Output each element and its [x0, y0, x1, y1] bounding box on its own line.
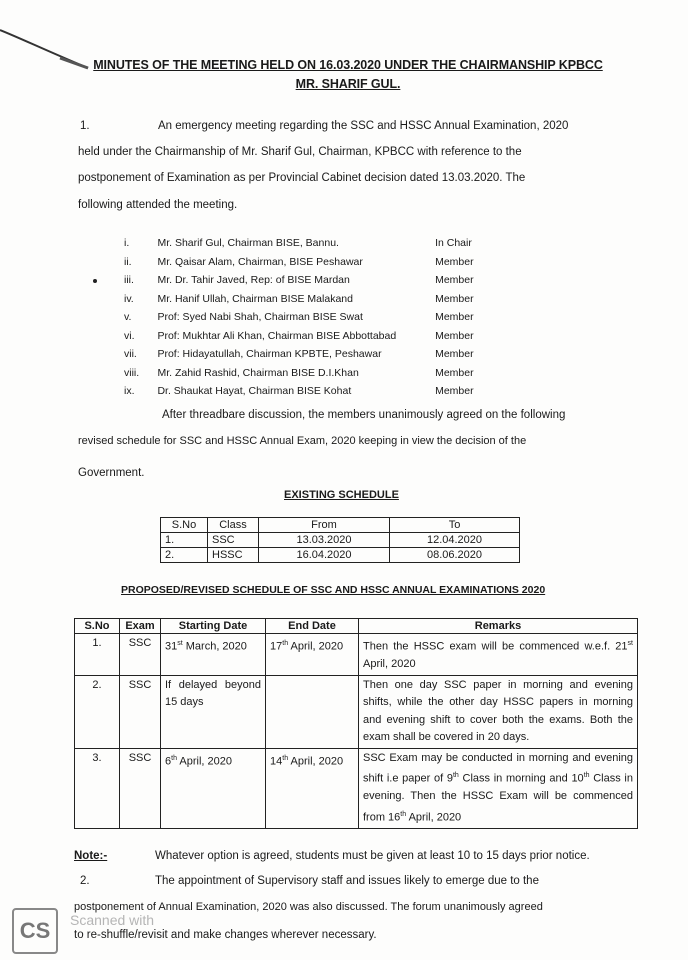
attendee-num: vii.	[124, 348, 137, 361]
table-cell: Then the HSSC exam will be commenced w.e.f. 21st April, 2020	[359, 634, 638, 676]
table-row	[75, 748, 638, 828]
table-cell: SSC	[208, 533, 259, 548]
attendee-role: Member	[435, 348, 474, 361]
para2-line3: Government.	[78, 467, 145, 479]
table-row	[161, 548, 520, 563]
col-header: To	[390, 518, 520, 533]
proposed-schedule-title: PROPOSED/REVISED SCHEDULE OF SSC AND HSSC ANNUAL EXAMINATIONS 2020	[121, 584, 546, 596]
table-cell: Then one day SSC paper in morning and evening shifts, while the other day HSSC papers in morning and evening shift to cover both the exams. Both the exam shall be covered in 20 days.	[359, 675, 638, 748]
attendee-role: Member	[435, 385, 474, 398]
table-row	[75, 634, 638, 676]
attendee-name: Prof: Mukhtar Ali Khan, Chairman BISE Abbottabad	[157, 329, 397, 342]
para3-line2: postponement of Annual Examination, 2020 was also discussed. The forum unanimously agreed	[74, 901, 543, 913]
attendee-num: v.	[124, 311, 132, 324]
table-cell: 14th April, 2020	[266, 748, 359, 828]
col-header: Class	[208, 518, 259, 533]
existing-schedule-table	[160, 517, 520, 563]
attendee-name: Mr. Sharif Gul, Chairman BISE, Bannu.	[157, 237, 339, 250]
para1-line2: held under the Chairmanship of Mr. Sharif Gul, Chairman, KPBCC with reference to the	[78, 146, 522, 158]
col-header: From	[259, 518, 390, 533]
attendee-name: Mr. Dr. Tahir Javed, Rep: of BISE Mardan	[157, 274, 350, 287]
para1-line1: An emergency meeting regarding the SSC and HSSC Annual Examination, 2020	[158, 120, 569, 132]
attendee-name: Mr. Zahid Rashid, Chairman BISE D.I.Khan	[157, 366, 359, 379]
attendee-name: Mr. Qaisar Alam, Chairman, BISE Peshawar	[157, 255, 363, 268]
attendee-role: Member	[435, 292, 474, 305]
table-cell: 2.	[161, 548, 208, 563]
attendee-row	[124, 364, 504, 383]
table-header-row	[75, 619, 638, 634]
table-cell: If delayed beyond 15 days	[161, 675, 266, 748]
camscanner-logo-icon: CS	[12, 908, 58, 954]
attendee-num: iv.	[124, 292, 134, 305]
table-cell: 1.	[161, 533, 208, 548]
attendee-row	[124, 327, 504, 346]
attendee-row	[124, 345, 504, 364]
attendee-row	[124, 290, 504, 309]
col-header: Remarks	[359, 619, 638, 634]
table-cell: 2.	[75, 675, 120, 748]
para1-line3: postponement of Examination as per Provincial Cabinet decision dated 13.03.2020. The	[78, 172, 526, 184]
minutes-title: MINUTES OF THE MEETING HELD ON 16.03.2020 UNDER THE CHAIRMANSHIP KPBCC MR. SHARIF GUL.	[93, 58, 603, 91]
table-cell: 13.03.2020	[259, 533, 390, 548]
table-cell: 08.06.2020	[390, 548, 520, 563]
table-cell: 12.04.2020	[390, 533, 520, 548]
attendee-num: ix.	[124, 385, 135, 398]
para1-number: 1.	[80, 120, 90, 132]
table-header-row	[161, 518, 520, 533]
para2-line1: After threadbare discussion, the members unanimously agreed on the following	[162, 409, 566, 421]
col-header: S.No	[161, 518, 208, 533]
col-header: Exam	[120, 619, 161, 634]
attendee-row	[124, 253, 504, 272]
attendee-role: In Chair	[435, 237, 472, 250]
table-cell: SSC	[120, 634, 161, 676]
table-cell: SSC	[120, 748, 161, 828]
table-cell	[266, 675, 359, 748]
table-row	[75, 675, 638, 748]
attendee-name: Prof: Syed Nabi Shah, Chairman BISE Swat	[157, 311, 363, 324]
attendee-row	[124, 271, 504, 290]
col-header: S.No	[75, 619, 120, 634]
table-cell: 3.	[75, 748, 120, 828]
attendee-num: i.	[124, 237, 130, 250]
attendee-role: Member	[435, 274, 474, 287]
table-cell: SSC	[120, 675, 161, 748]
table-cell: HSSC	[208, 548, 259, 563]
attendee-num: ii.	[124, 255, 132, 268]
note-label: Note:-	[74, 850, 108, 862]
existing-schedule-title: EXISTING SCHEDULE	[284, 489, 399, 501]
proposed-schedule-table	[74, 618, 638, 829]
attendee-row	[124, 382, 504, 401]
attendee-role: Member	[435, 329, 474, 342]
attendee-role: Member	[435, 366, 474, 379]
table-cell: 1.	[75, 634, 120, 676]
para1-line4: following attended the meeting.	[78, 199, 238, 211]
table-row	[161, 533, 520, 548]
torn-corner-mark	[0, 20, 90, 80]
para2-line2: revised schedule for SSC and HSSC Annual Exam, 2020 keeping in view the decision of the	[78, 435, 527, 447]
para3-line1: The appointment of Supervisory staff and issues likely to emerge due to the	[155, 875, 539, 887]
table-cell: SSC Exam may be conducted in morning and evening shift i.e paper of 9th Class in morning and 10th Class in evening. Then the HSSC Exam will be commenced from 16th April, 2020	[359, 748, 638, 828]
attendee-num: vi.	[124, 329, 135, 342]
table-cell: 31st March, 2020	[161, 634, 266, 676]
table-cell: 17th April, 2020	[266, 634, 359, 676]
attendee-name: Mr. Hanif Ullah, Chairman BISE Malakand	[157, 292, 353, 305]
attendee-name: Prof: Hidayatullah, Chairman KPBTE, Peshawar	[157, 348, 382, 361]
attendee-num: viii.	[124, 366, 140, 379]
attendee-num: iii.	[124, 274, 134, 287]
table-cell: 6th April, 2020	[161, 748, 266, 828]
attendee-list	[124, 234, 504, 401]
attendee-row	[124, 234, 504, 253]
para3-number: 2.	[80, 875, 90, 887]
attendee-role: Member	[435, 311, 474, 324]
scanner-watermark-text: Scanned with	[70, 912, 155, 928]
attendee-role: Member	[435, 255, 474, 268]
attendee-row	[124, 308, 504, 327]
table-cell: 16.04.2020	[259, 548, 390, 563]
col-header: End Date	[266, 619, 359, 634]
para3-line3: to re-shuffle/revisit and make changes wherever necessary.	[74, 929, 377, 941]
note-text: Whatever option is agreed, students must be given at least 10 to 15 days prior notice.	[155, 850, 590, 862]
attendee-name: Dr. Shaukat Hayat, Chairman BISE Kohat	[157, 385, 352, 398]
col-header: Starting Date	[161, 619, 266, 634]
margin-dot	[93, 279, 97, 283]
